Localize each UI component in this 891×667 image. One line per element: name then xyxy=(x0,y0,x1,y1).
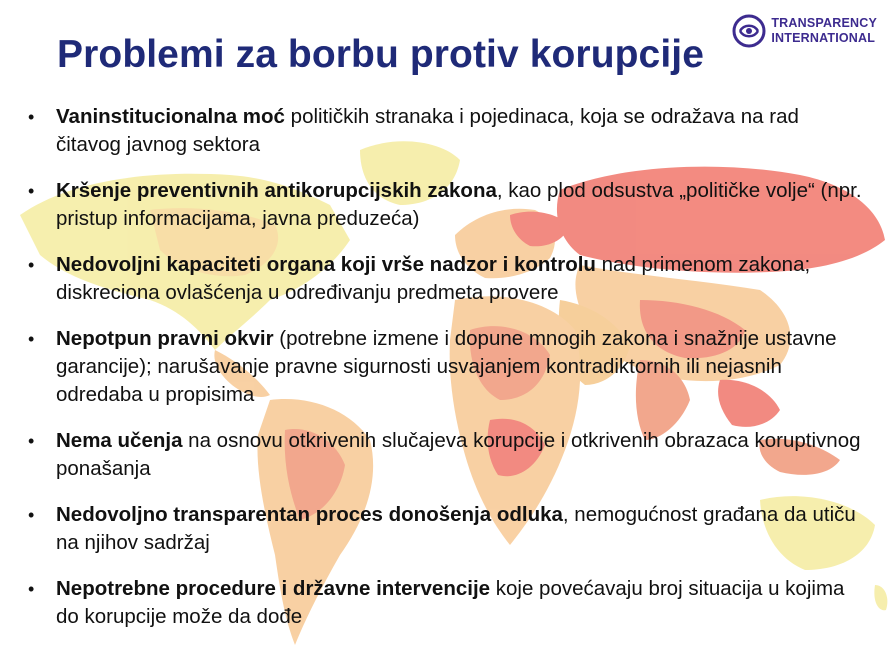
bullet-item xyxy=(22,251,862,307)
bullet-item xyxy=(22,325,862,409)
bullet-heading: Nepotpun pravni okvir xyxy=(56,327,274,350)
bullet-heading: Nedovoljno transparentan proces donošenja odluka xyxy=(56,503,563,526)
bullet-item xyxy=(22,501,862,557)
bullet-point-icon: • xyxy=(28,505,35,525)
logo-line-1: TRANSPARENCY xyxy=(771,16,877,30)
bullet-point-icon: • xyxy=(28,329,35,349)
bullet-text: političkih stranaka i pojedinaca, koja se odražava na rad čitavog javnog sektora xyxy=(56,105,799,156)
bullet-item xyxy=(22,103,862,159)
bullet-text: , kao plod odsustva „političke volje“ (npr. pristup informacijama, javna preduzeća) xyxy=(56,179,862,230)
bullet-item xyxy=(22,177,862,233)
bullet-point-icon: • xyxy=(28,181,35,201)
bullet-point-icon: • xyxy=(28,107,35,127)
bullet-heading: Nepotrebne procedure i državne intervencije xyxy=(56,577,491,600)
bullet-point-icon: • xyxy=(28,431,35,451)
bullet-point-icon: • xyxy=(28,255,35,275)
bullet-heading: Vaninstitucionalna moć xyxy=(56,105,285,128)
bullet-item xyxy=(22,427,862,483)
bullet-heading: Nema učenja xyxy=(56,429,183,452)
logo-line-2: INTERNATIONAL xyxy=(771,31,876,45)
bullet-point-icon: • xyxy=(28,579,35,599)
transparency-international-logo-icon xyxy=(732,14,766,48)
bullet-text: koje povećavaju broj situacija u kojima do korupcije može da dođe xyxy=(56,577,845,628)
bullet-item xyxy=(22,575,862,631)
page-title: Problemi za borbu protiv korupcije xyxy=(57,33,704,76)
bullet-text: nad primenom zakona; diskreciona ovlašćenja u određivanju predmeta provere xyxy=(56,253,811,304)
bullet-text: na osnovu otkrivenih slučajeva korupcije i otkrivenih obrazaca koruptivnog ponašanja xyxy=(56,429,861,480)
bullet-heading: Kršenje preventivnih antikorupcijskih zakona xyxy=(56,179,497,202)
logo-text xyxy=(771,16,877,46)
bullet-text: (potrebne izmene i dopune mnogih zakona i snažnije ustavne garancije); narušavanje pravne sigurnosti usvajanjem kontradiktornih ili nejasnih odredaba u propisima xyxy=(56,327,837,406)
transparency-international-logo xyxy=(732,14,877,48)
bullet-heading: Nedovoljni kapaciteti organa koji vrše nadzor i kontrolu xyxy=(56,253,596,276)
bullet-text: , nemogućnost građana da utiču na njihov sadržaj xyxy=(56,503,856,554)
bullet-list xyxy=(22,103,862,649)
